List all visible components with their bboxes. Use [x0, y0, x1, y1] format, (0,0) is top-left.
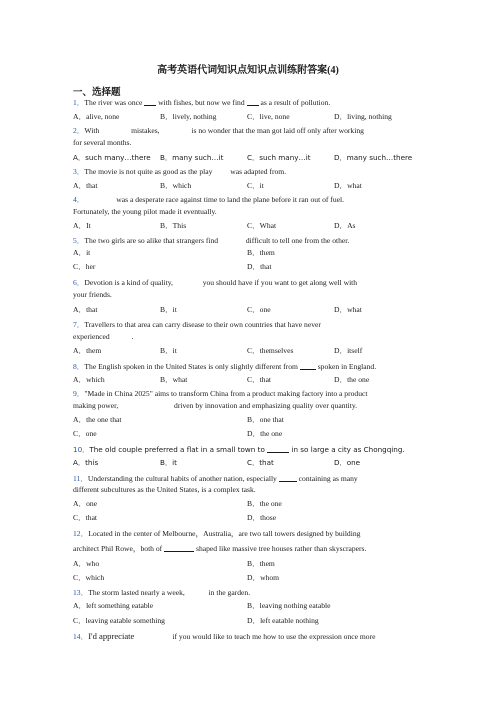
q10-option-b[interactable]: B．it	[160, 458, 177, 467]
q5-option-c[interactable]: C．her	[73, 262, 96, 271]
q6-option-a[interactable]: A．that	[73, 305, 98, 314]
q3-option-a[interactable]: A．that	[73, 181, 98, 190]
q5-option-d[interactable]: D．that	[247, 262, 272, 271]
q13-option-b[interactable]: B．leaving nothing eatable	[247, 601, 331, 610]
question-11-cont: different subcultures as the United States, is a complex task.	[73, 485, 256, 494]
q11-option-d[interactable]: D．those	[247, 513, 277, 522]
q1-option-a[interactable]: A．alive, none	[73, 112, 120, 121]
q8-option-d[interactable]: D．the one	[334, 375, 370, 384]
q7-option-c[interactable]: C．themselves	[247, 346, 294, 355]
question-14: 14．I'd appreciate if you would like to teach me how to use the expression once more	[73, 631, 376, 641]
q7-option-a[interactable]: A．them	[73, 346, 102, 355]
page-title: 高考英语代词知识点知识点训练附答案(4)	[157, 65, 339, 76]
q5-option-a[interactable]: A．it	[73, 248, 91, 257]
q3-option-d[interactable]: D．what	[334, 181, 362, 190]
q2-option-c[interactable]: C．such many…it	[247, 153, 311, 162]
q11-option-c[interactable]: C．that	[73, 513, 98, 522]
question-2-cont: for several months.	[73, 138, 132, 147]
question-9-cont: making power, driven by innovation and emphasizing quality over quantity.	[73, 401, 358, 410]
question-11: 11．Understanding the cultural habits of another nation, especially containing as many	[73, 474, 358, 483]
q12-option-d[interactable]: D．whom	[247, 573, 280, 582]
question-4-cont: Fortunately, the young pilot made it eventually.	[73, 207, 217, 216]
q9-option-a[interactable]: A．the one that	[73, 415, 122, 424]
q12-option-b[interactable]: B．them	[247, 559, 275, 568]
q10-option-c[interactable]: C．that	[247, 458, 274, 467]
q9-option-d[interactable]: D．the one	[247, 429, 283, 438]
question-7: 7．Travellers to that area can carry disease to their own countries that have never	[73, 320, 321, 329]
q1-option-d[interactable]: D．living, nothing	[334, 112, 392, 121]
q13-option-c[interactable]: C．leaving eatable something	[73, 616, 165, 625]
q4-option-b[interactable]: B．This	[160, 221, 187, 230]
q4-option-c[interactable]: C．What	[247, 221, 277, 230]
q3-option-c[interactable]: C．it	[247, 181, 264, 190]
question-4: 4． was a desperate race against time to land the plane before it ran out of fuel.	[73, 195, 345, 204]
question-6-cont: your friends.	[73, 290, 112, 299]
question-3: 3．The movie is not quite as good as the play was adapted from.	[73, 167, 287, 176]
q9-option-c[interactable]: C．one	[73, 429, 97, 438]
question-9: 9．"Made in China 2025" aims to transform China from a product making factory into a product	[73, 389, 368, 398]
question-10: 10．The old couple preferred a flat in a small town to in so large a city as Chongqing.	[73, 445, 405, 454]
question-8: 8．The English spoken in the United States is only slightly different from spoken in England.	[73, 362, 377, 371]
q11-option-a[interactable]: A．one	[73, 499, 98, 508]
q2-option-a[interactable]: A．such many…there	[73, 153, 151, 162]
question-12-cont: architect Phil Rowe，both of shaped like massive tree houses rather than skyscrapers.	[73, 544, 367, 553]
q8-option-b[interactable]: B．what	[160, 375, 188, 384]
question-2: 2．With mistakes, is no wonder that the man got laid off only after working	[73, 126, 364, 135]
q12-option-a[interactable]: A．who	[73, 559, 100, 568]
q4-option-d[interactable]: D．As	[334, 221, 356, 230]
section-heading: 一、选择题	[73, 87, 121, 98]
q2-option-b[interactable]: B．many such…it	[160, 153, 224, 162]
q12-option-c[interactable]: C．which	[73, 573, 105, 582]
q6-option-c[interactable]: C．one	[247, 305, 271, 314]
q8-option-a[interactable]: A．which	[73, 375, 105, 384]
q1-option-c[interactable]: C．live, none	[247, 112, 290, 121]
q7-option-b[interactable]: B．it	[160, 346, 177, 355]
q6-option-b[interactable]: B．it	[160, 305, 177, 314]
q13-option-a[interactable]: A．left something eatable	[73, 601, 154, 610]
question-7-cont: experienced .	[73, 332, 134, 341]
q2-option-d[interactable]: D．many such…there	[334, 153, 413, 162]
q5-option-b[interactable]: B．them	[247, 248, 275, 257]
question-12: 12．Located in the center of Melbourne，Australia，are two tall towers designed by building	[73, 529, 361, 538]
q4-option-a[interactable]: A．It	[73, 221, 91, 230]
q7-option-d[interactable]: D．itself	[334, 346, 363, 355]
q10-option-d[interactable]: D．one	[334, 458, 361, 467]
question-5: 5．The two girls are so alike that strangers find difficult to tell one from the other.	[73, 236, 350, 245]
q8-option-c[interactable]: C．that	[247, 375, 272, 384]
question-6: 6．Devotion is a kind of quality, you should have if you want to get along well with	[73, 278, 358, 287]
q9-option-b[interactable]: B．one that	[247, 415, 284, 424]
q10-option-a[interactable]: A．this	[73, 458, 99, 467]
q1-option-b[interactable]: B．lively, nothing	[160, 112, 217, 121]
q6-option-d[interactable]: D．what	[334, 305, 362, 314]
q11-option-b[interactable]: B．the one	[247, 499, 282, 508]
q13-option-d[interactable]: D．left eatable nothing	[247, 616, 319, 625]
question-13: 13．The storm lasted nearly a week, in the garden.	[73, 588, 251, 597]
question-1: 1．The river was once with fishes, but now we find as a result of pollution.	[73, 98, 331, 107]
q3-option-b[interactable]: B．which	[160, 181, 192, 190]
